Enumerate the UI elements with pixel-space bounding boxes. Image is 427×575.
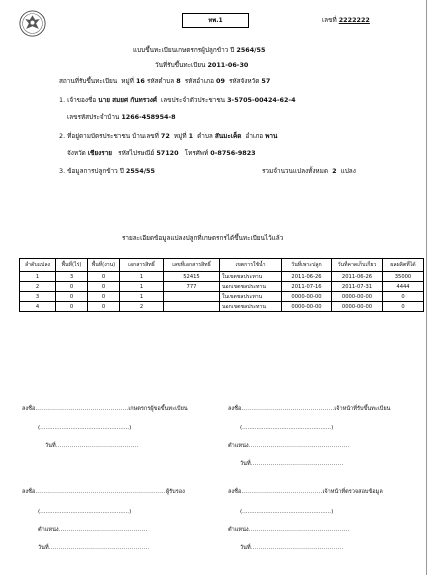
table-row [20,272,424,282]
table-cell: นอกเขตชลประทาน [220,302,282,312]
house-id-value: 1266-458954-8 [121,113,176,121]
moo-value: 1 [188,132,194,140]
table-cell: 2011-06-26 [282,272,332,282]
citizen-id-label: เลขประจำตัวประชาชน [161,96,226,104]
certifier-position-line: ตำแหน่ง............................................. [38,527,148,533]
checker-date-line: วันที่............................................... [240,545,344,551]
amphoe-value: พาน [265,132,278,140]
date-label: วันที่ [240,461,251,467]
table-cell: นอกเขตชลประทาน [220,282,282,292]
reg-date-value: 2011-06-30 [207,61,249,69]
registration-date [155,62,248,68]
table-cell: 2 [120,302,164,312]
moo-label: หมู่ที่ [173,132,187,140]
checker-name-parens: (..................................................) [240,509,334,515]
table-cell: 3 [20,292,56,302]
table-cell: 4 [20,302,56,312]
table-cell: 0 [56,282,88,292]
registrar-date-line: วันที่............................................... [240,461,344,467]
citizen-id-value: 3-5705-00424-62-4 [227,96,296,104]
season-row [59,168,155,174]
table-cell: 0 [88,282,120,292]
parcel-table [19,258,424,312]
table-cell: ในเขตชลประทาน [220,272,282,282]
col-header: พื้นที่(งาน) [88,259,120,272]
farmer-role: เกษตรกรผู้ขอขึ้นทะเบียน [128,406,188,412]
tambon-value: สันมะเค็ด [214,132,242,140]
phone-value: 0-8756-9823 [210,149,256,157]
postcode-value: 57120 [156,149,179,157]
subdistrict-code-value: 8 [176,77,181,85]
table-cell: 2 [20,282,56,292]
table-cell: 0 [56,292,88,302]
farmer-name-parens: (..................................................) [38,425,132,431]
table-row [20,282,424,292]
certifier-signature-line: ลงชื่อ..................................................................ผู้รับรอง [22,489,185,495]
table-cell: 0 [88,302,120,312]
reg-place-label: สถานที่รับขึ้นทะเบียน [59,77,118,85]
col-header: เอกสารสิทธิ์ [120,259,164,272]
reg-date-label: วันที่รับขึ้นทะเบียน [155,61,206,69]
certifier-date-line: วันที่................................................... [38,545,150,551]
table-cell: 0000-00-00 [282,302,332,312]
table-row [20,292,424,302]
doc-number-label: เลขที่ [322,16,337,24]
doc-number [322,17,370,23]
farmer-date-line: วันที่.......................................... [45,443,139,449]
table-cell: 1 [120,292,164,302]
registrar-name-parens: (..................................................) [240,425,334,431]
table-cell: 1 [120,272,164,282]
house-id-label: เลขรหัสประจำบ้าน [67,113,120,121]
phone-label: โทรศัพท์ [184,149,209,157]
col-header: เขตการใช้น้ำ [220,259,282,272]
table-title: รายละเอียดข้อมูลแปลงปลูกที่เกษตรกรได้ขึ้นทะเบียนไว้แล้ว [122,234,284,242]
sign-label: ลงชื่อ [22,406,36,412]
registrar-position-line: ตำแหน่ง................................................... [228,443,350,449]
col-header: เลขที่เอกสารสิทธิ์ [164,259,220,272]
amphoe-label: อำเภอ [245,132,264,140]
table-cell: 35000 [383,272,424,282]
section1-number: 1. [59,96,66,104]
table-cell: 3 [56,272,88,282]
house-no-label: บ้านเลขที่ [132,132,159,140]
postcode-label: รหัสไปรษณีย์ [118,149,155,157]
table-cell: 52415 [164,272,220,282]
table-header-row [20,259,424,272]
district-code-value: 09 [216,77,225,85]
position-label: ตำแหน่ง [228,443,249,449]
table-cell: 1 [20,272,56,282]
table-row [20,302,424,312]
total-value: 2 [332,167,337,175]
table-cell: 1 [120,282,164,292]
table-cell: 2011-07-31 [332,282,383,292]
table-cell: 0 [383,302,424,312]
total-label: รวมจำนวนแปลงทั้งหมด [262,167,329,175]
table-cell: 0000-00-00 [282,292,332,302]
col-header: วันที่คาดเก็บเกี่ยว [332,259,383,272]
checker-role: เจ้าหน้าที่ตรวจสอบข้อมูล [322,489,383,495]
title-label: แบบขึ้นทะเบียนเกษตรกรผู้ปลูกข้าว ปี [133,46,235,54]
position-label: ตำแหน่ง [38,527,59,533]
doc-number-value: 2222222 [338,16,370,24]
district-code-label: รหัสอำเภอ [184,77,214,85]
total-parcels [262,168,356,174]
address-row [59,133,277,139]
house-id-row [67,114,176,120]
house-no-value: 72 [160,132,170,140]
province-label: จังหวัด [67,149,86,157]
owner-name: นาย สมยศ กันทรวงศ์ [98,96,157,104]
table-cell: 0000-00-00 [332,302,383,312]
title-year: 2564/55 [236,46,266,54]
village-label: หมู่ที่ [121,77,134,85]
sign-label: ลงชื่อ [22,489,36,495]
col-header: วันที่เพาะปลูก [282,259,332,272]
date-label: วันที่ [240,545,251,551]
province-code-label: รหัสจังหวัด [228,77,260,85]
position-label: ตำแหน่ง [228,527,249,533]
date-label: วันที่ [45,443,56,449]
col-header: พื้นที่(ไร่) [56,259,88,272]
table-cell: 4444 [383,282,424,292]
section3-number: 3. [59,167,66,175]
sign-label: ลงชื่อ [228,406,242,412]
owner-row [59,97,296,103]
season-label: ข้อมูลการปลูกข้าว ปี [67,167,124,175]
certifier-name-parens: (..................................................) [38,509,132,515]
page-title [133,47,265,53]
province-code-value: 57 [261,77,271,85]
sign-label: ลงชื่อ [228,489,242,495]
col-header: ลำดับแปลง [20,259,56,272]
col-header: ผลผลิตที่ได้ [383,259,424,272]
total-unit: แปลง [340,167,356,175]
table-cell: 0 [383,292,424,302]
table-cell [164,292,220,302]
checker-signature-line: ลงชื่อ.........................................เจ้าหน้าที่ตรวจสอบข้อมูล [228,489,383,495]
form-code-box: ทพ.1 [182,13,249,28]
village-value: 16 [135,77,145,85]
table-cell: 0 [88,292,120,302]
table-cell: ในเขตชลประทาน [220,292,282,302]
address-label: ที่อยู่ตามบัตรประชาชน [67,132,131,140]
table-cell: 0000-00-00 [332,292,383,302]
registration-place [59,78,270,84]
province-row [67,150,256,156]
subdistrict-code-label: รหัสตำบล [146,77,175,85]
farmer-signature-line: ลงชื่อ...............................................เกษตรกรผู้ขอขึ้นทะเบียน [22,406,188,412]
owner-label: เจ้าของชื่อ [67,96,97,104]
date-label: วันที่ [38,545,49,551]
tambon-label: ตำบล [197,132,213,140]
province-value: เชียงราย [87,149,113,157]
checker-position-line: ตำแหน่ง................................................... [228,527,350,533]
table-cell: 777 [164,282,220,292]
registrar-signature-line: ลงชื่อ...............................................เจ้าหน้าที่รับขึ้นทะเบียน [228,406,391,412]
table-cell: 2011-06-26 [332,272,383,282]
table-cell: 0 [56,302,88,312]
section2-number: 2. [59,132,66,140]
garuda-seal-icon [19,10,46,37]
table-cell: 2011-07-16 [282,282,332,292]
table-cell [164,302,220,312]
registrar-role: เจ้าหน้าที่รับขึ้นทะเบียน [334,406,391,412]
season-value: 2554/55 [125,167,155,175]
table-cell: 0 [88,272,120,282]
certifier-role: ผู้รับรอง [165,489,185,495]
